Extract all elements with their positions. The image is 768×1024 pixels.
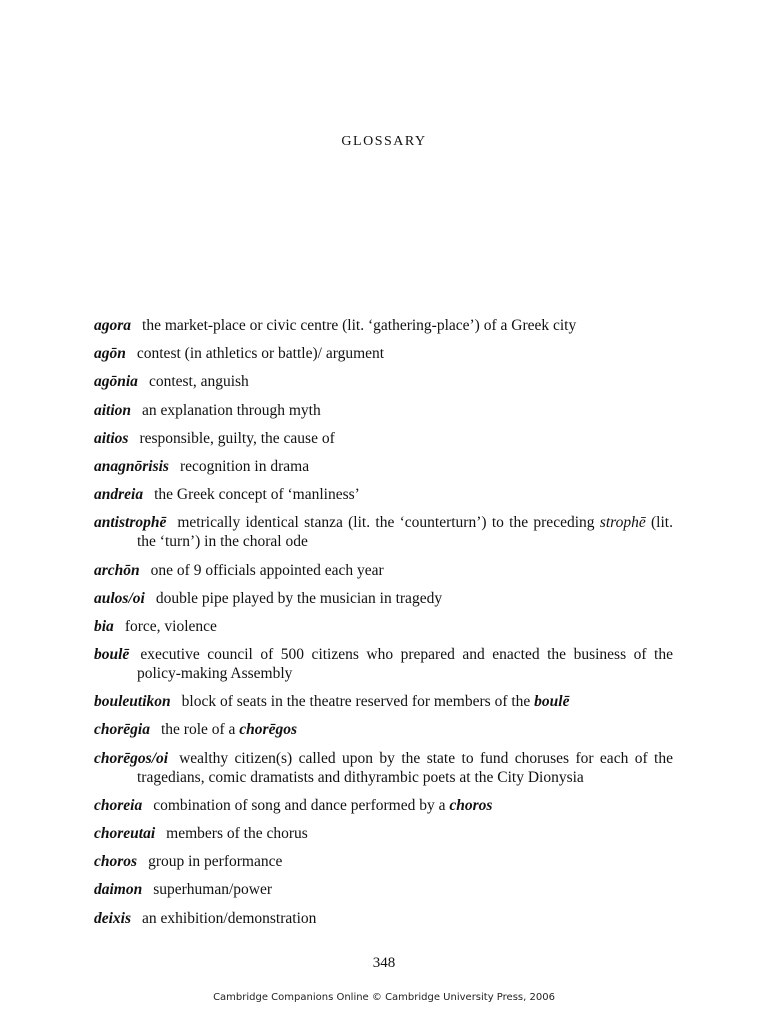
definition-text: block of seats in the theatre reserved for members of the — [181, 693, 535, 711]
definition-text: the Greek concept of ‘manliness’ — [154, 486, 360, 504]
glossary-definition — [151, 562, 384, 579]
cross-reference-term: choros — [449, 796, 493, 814]
glossary-definition — [137, 646, 673, 682]
definition-text: one of 9 officials appointed each year — [150, 561, 384, 579]
definition-text: an exhibition/demonstration — [142, 909, 317, 927]
glossary-entry — [94, 909, 673, 928]
definition-text: force, violence — [124, 617, 217, 635]
glossary-entry — [94, 824, 673, 843]
definition-text: double pipe played by the musician in tragedy — [155, 589, 443, 607]
glossary-entry — [94, 457, 673, 476]
glossary-definition — [139, 430, 334, 447]
glossary-term: agora — [94, 317, 132, 334]
glossary-entry — [94, 852, 673, 871]
glossary-entry — [94, 796, 673, 815]
glossary-entry — [94, 513, 673, 551]
glossary-term: agōnia — [94, 373, 138, 391]
glossary-definition — [153, 881, 272, 898]
glossary-term: anagnōrisis — [94, 457, 169, 475]
footer-copyright: Cambridge Companions Online © Cambridge University Press, 2006 — [213, 992, 555, 1003]
definition-text: (lit. the ‘turn’) in the choral ode — [137, 514, 673, 551]
definition-text: contest (in athletics or battle)/ argument — [136, 345, 385, 363]
glossary-entry — [94, 429, 673, 448]
definition-text: superhuman/power — [153, 881, 273, 899]
glossary-entry — [94, 749, 673, 787]
glossary-entry — [94, 316, 673, 335]
glossary-entry — [94, 880, 673, 899]
definition-text: members of the chorus — [166, 825, 308, 842]
page-number: 348 — [372, 955, 396, 971]
glossary-term: antistrophē — [94, 514, 167, 532]
glossary-entry — [94, 692, 673, 711]
glossary-entry — [94, 561, 673, 580]
definition-text: responsible, guilty, the cause of — [139, 429, 335, 447]
definition-text: executive council of 500 citizens who prepared and enacted the business of the policy-making Assembly — [137, 646, 673, 683]
glossary-definition — [154, 486, 360, 503]
glossary-term: archōn — [94, 561, 140, 579]
definition-text: the role of a — [160, 721, 240, 739]
glossary-entry — [94, 645, 673, 683]
glossary-entry — [94, 344, 673, 363]
glossary-definition — [161, 721, 297, 738]
definition-text: group in performance — [148, 853, 283, 871]
glossary-definition — [142, 402, 321, 419]
cross-reference-term: boulē — [534, 693, 570, 711]
glossary-definition — [137, 514, 673, 550]
glossary-definition — [137, 345, 384, 362]
glossary-term: deixis — [94, 909, 132, 927]
glossary-definition — [125, 618, 217, 635]
glossary-definition — [156, 590, 442, 607]
glossary-term: boulē — [94, 646, 130, 664]
definition-text: contest, anguish — [148, 373, 249, 391]
glossary-term: choreia — [94, 796, 143, 814]
glossary-definition — [137, 750, 673, 786]
cross-reference-term: strophē — [599, 514, 646, 532]
definition-text: combination of song and dance performed by a — [153, 796, 450, 814]
definition-text: recognition in drama — [179, 457, 310, 475]
glossary-definition — [153, 797, 492, 814]
glossary-definition — [149, 373, 249, 390]
glossary-definition — [148, 853, 282, 870]
cross-reference-term: chorēgos — [239, 721, 297, 739]
glossary-term: bouleutikon — [94, 693, 171, 711]
glossary-entry — [94, 720, 673, 739]
glossary-definition — [182, 693, 570, 710]
glossary-list — [94, 316, 673, 937]
definition-text: metrically identical stanza (lit. the ‘counterturn’) to the preceding — [177, 514, 600, 532]
glossary-term: chorēgos/oi — [94, 749, 169, 767]
glossary-entry — [94, 372, 673, 391]
glossary-term: choros — [94, 853, 138, 871]
glossary-term: chorēgia — [94, 721, 150, 739]
glossary-term: aitios — [94, 429, 129, 447]
glossary-definition — [142, 317, 576, 334]
definition-text: the market-place or civic centre (lit. ‘gathering-place’) of a Greek city — [142, 317, 577, 334]
glossary-term: andreia — [94, 486, 144, 504]
glossary-term: aition — [94, 401, 132, 419]
glossary-definition — [180, 458, 309, 475]
glossary-entry — [94, 401, 673, 420]
definition-text: an explanation through myth — [142, 401, 321, 419]
glossary-entry — [94, 589, 673, 608]
glossary-term: bia — [94, 617, 114, 635]
glossary-entry — [94, 485, 673, 504]
glossary-term: aulos/oi — [94, 589, 145, 607]
glossary-term: daimon — [94, 881, 143, 899]
glossary-definition — [142, 910, 316, 927]
glossary-term: agōn — [94, 345, 126, 363]
page-title: GLOSSARY — [341, 134, 427, 149]
definition-text: wealthy citizen(s) called upon by the state to fund choruses for each of the tragedians, comic dramatists and dithyrambic poets at the City Dionysia — [137, 749, 673, 786]
glossary-definition — [166, 825, 308, 842]
glossary-entry — [94, 617, 673, 636]
glossary-term: choreutai — [94, 825, 156, 842]
